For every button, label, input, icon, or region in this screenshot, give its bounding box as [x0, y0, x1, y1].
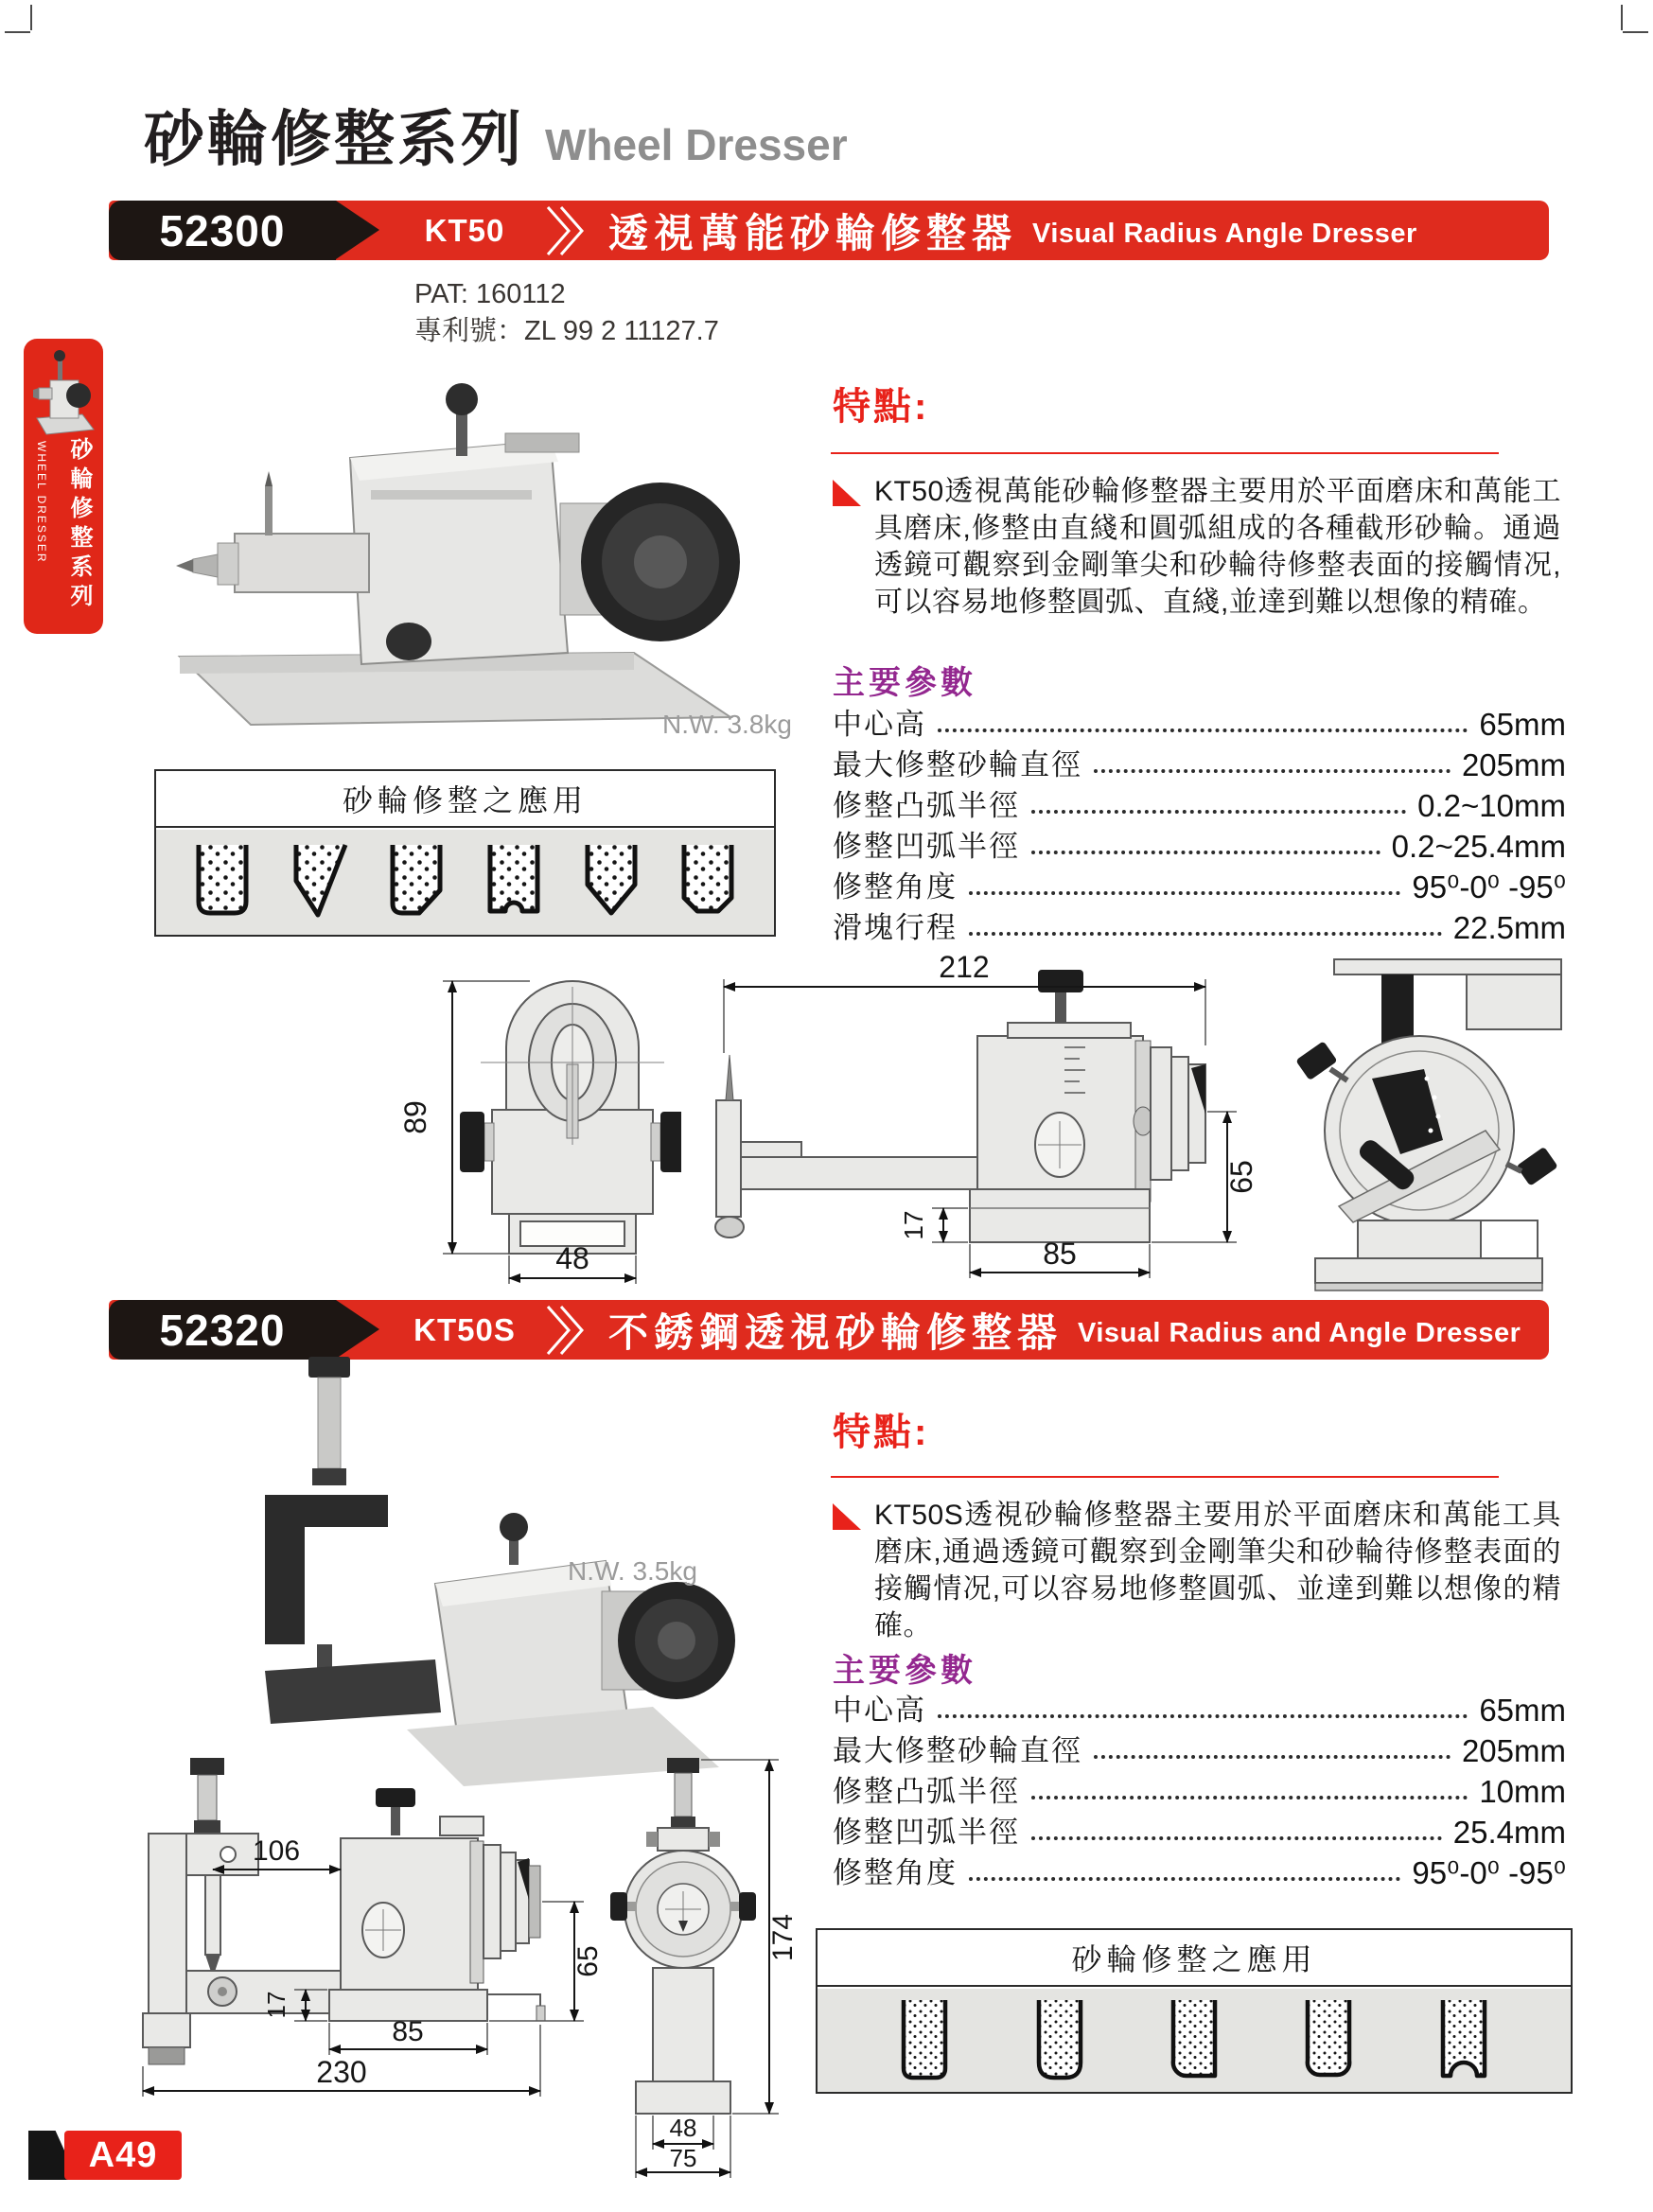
- patent-block: [414, 276, 719, 350]
- dotted-leader: [1094, 769, 1451, 773]
- spec-label: 修整角度: [833, 870, 958, 904]
- spec-label: 修整凸弧半徑: [833, 1775, 1020, 1808]
- product1-name-zh: 透視萬能砂輪修整器: [608, 210, 1018, 255]
- product2-params-list: [833, 1686, 1566, 1889]
- sidebar-product-thumb: [29, 346, 97, 437]
- dim-base-width: 85: [392, 2016, 424, 2047]
- product1-features-title: 特點:: [833, 386, 930, 428]
- dotted-leader: [969, 932, 1442, 936]
- spec-row: [833, 700, 1566, 741]
- spec-label: 修整角度: [833, 1856, 958, 1889]
- spec-value: 25.4mm: [1452, 1815, 1566, 1850]
- dotted-leader: [1031, 1836, 1442, 1840]
- dim-total-length: 230: [316, 2055, 367, 2089]
- product1-application-profiles: [156, 830, 774, 935]
- spec-row: [833, 1767, 1566, 1808]
- product1-photo: [123, 352, 785, 740]
- spec-row: [833, 781, 1566, 822]
- product1-front-drawing: [397, 941, 681, 1296]
- product1-application-box: [154, 769, 776, 937]
- crop-mark: [1623, 31, 1648, 33]
- product2-banner: [109, 1300, 1549, 1360]
- spec-label: 修整凹弧半徑: [833, 1816, 1020, 1849]
- chevron-icon: [544, 1305, 586, 1356]
- product2-application-box: [816, 1928, 1573, 2094]
- spec-value: 205mm: [1461, 1733, 1566, 1768]
- spec-label: 最大修整砂輪直徑: [833, 1734, 1082, 1767]
- page-title-en: Wheel Dresser: [545, 120, 848, 169]
- product1-code-chip: [109, 201, 336, 260]
- product1-application-title: 砂輪修整之應用: [156, 771, 774, 828]
- product2-code-chip: [109, 1300, 336, 1360]
- divider: [831, 452, 1499, 454]
- product2-name-zh: 不銹鋼透視砂輪修整器: [608, 1309, 1064, 1355]
- product2-features-title: 特點:: [833, 1412, 930, 1453]
- wheel-profile-icon: [1032, 1998, 1087, 2083]
- dotted-leader: [969, 1877, 1400, 1881]
- feature-bullet-icon: [833, 480, 861, 506]
- dim-front-base-width: 75: [669, 2144, 697, 2172]
- product1-params-list: [833, 700, 1566, 944]
- spec-label: 滑塊行程: [833, 911, 958, 944]
- crop-mark: [1621, 5, 1623, 30]
- dotted-leader: [1031, 1796, 1468, 1799]
- dim-base-thickness: 17: [899, 1210, 928, 1240]
- sidebar-series-tab: [24, 339, 103, 634]
- dotted-leader: [1094, 1755, 1451, 1759]
- spec-row: [833, 863, 1566, 904]
- crop-mark: [5, 31, 30, 33]
- product2-name-en: Visual Radius and Angle Dresser: [1078, 1318, 1521, 1348]
- page-title-zh: 砂輪修整系列: [144, 105, 524, 173]
- spec-row: [833, 1849, 1566, 1889]
- product2-side-drawing: [99, 1758, 615, 2174]
- product1-params-title: 主要參數: [833, 665, 976, 701]
- product1-side-drawing: [695, 941, 1263, 1301]
- spec-label: 修整凸弧半徑: [833, 789, 1020, 822]
- product2-front-drawing: [610, 1758, 804, 2188]
- spec-label: 中心高: [833, 1694, 926, 1727]
- product1-net-weight: N.W. 3.8kg: [662, 710, 792, 739]
- spec-row: [833, 1727, 1566, 1767]
- spec-label: 修整凹弧半徑: [833, 830, 1020, 863]
- wheel-profile-icon: [385, 843, 448, 922]
- crop-mark: [30, 5, 32, 30]
- wheel-profile-icon: [580, 843, 642, 922]
- dim-base-width: 85: [1043, 1237, 1077, 1271]
- wheel-profile-icon: [483, 843, 545, 922]
- product1-wheel-drawing: [1268, 937, 1590, 1306]
- spec-value: 95⁰-0⁰ -95⁰: [1412, 1855, 1566, 1890]
- wheel-profile-icon: [1301, 1998, 1356, 2083]
- spec-value: 95⁰-0⁰ -95⁰: [1412, 869, 1566, 904]
- dim-base-thickness: 17: [262, 1991, 290, 2019]
- dotted-leader: [938, 1714, 1468, 1718]
- product1-model: KT50: [424, 212, 505, 248]
- product2-features-text: KT50S透視砂輪修整器主要用於平面磨床和萬能工具磨床,通過透鏡可觀察到金剛筆尖和砂輪待修整表面的接觸情况,可以容易地修整圓弧、並達到難以想像的精確。: [874, 1500, 1561, 1641]
- sidebar-series-label-en: WHEEL DRESSER: [35, 441, 48, 564]
- product1-name-en: Visual Radius Angle Dresser: [1032, 219, 1417, 249]
- wheel-profile-icon: [677, 843, 739, 922]
- spec-row: [833, 822, 1566, 863]
- feature-bullet-icon: [833, 1503, 861, 1530]
- spec-row: [833, 1808, 1566, 1849]
- dim-body-width: 48: [669, 2114, 697, 2142]
- dim-center-height: 65: [572, 1945, 604, 1977]
- dotted-leader: [969, 891, 1400, 895]
- wheel-profile-icon: [288, 843, 350, 922]
- spec-label: 中心高: [833, 708, 926, 741]
- dim-center-height: 65: [1224, 1160, 1258, 1194]
- product1-banner: [109, 201, 1549, 260]
- product2-application-profiles: [818, 1989, 1571, 2092]
- spec-value: 0.2~25.4mm: [1391, 829, 1566, 864]
- product2-model: KT50S: [413, 1311, 516, 1347]
- spec-value: 65mm: [1479, 1693, 1566, 1728]
- product2-banner-title: [608, 1300, 1521, 1360]
- wheel-profile-icon: [1436, 1998, 1491, 2083]
- page-title: [144, 91, 848, 178]
- wheel-profile-icon: [897, 1998, 952, 2083]
- chevron-icon: [544, 205, 586, 256]
- product2-features-paragraph: [833, 1497, 1561, 1644]
- product2-code: 52320: [159, 1305, 286, 1355]
- product2-params-title: 主要參數: [833, 1653, 976, 1689]
- product1-banner-title: [608, 201, 1417, 260]
- spec-value: 205mm: [1461, 747, 1566, 782]
- dim-front-height: 89: [398, 1100, 432, 1134]
- sidebar-series-label-zh: 砂輪修整系列: [66, 437, 92, 613]
- dim-front-width: 48: [555, 1241, 589, 1275]
- wheel-profile-icon: [191, 843, 254, 922]
- page-number: A49: [88, 2134, 158, 2175]
- spec-value: 0.2~10mm: [1417, 788, 1566, 823]
- dim-front-height: 174: [767, 1913, 799, 1962]
- product2-application-title: 砂輪修整之應用: [818, 1930, 1571, 1987]
- patent-number: 專利號：ZL 99 2 11127.7: [414, 316, 719, 346]
- wheel-profile-icon: [1167, 1998, 1222, 2083]
- product1-features-paragraph: [833, 473, 1561, 621]
- page-number-badge: [64, 2131, 182, 2180]
- dotted-leader: [938, 729, 1468, 732]
- dim-side-length: 212: [939, 950, 990, 984]
- pat-number: PAT: 160112: [414, 279, 566, 309]
- dotted-leader: [1031, 851, 1380, 854]
- spec-value: 65mm: [1479, 707, 1566, 742]
- dim-reach: 106: [252, 1835, 301, 1867]
- spec-value: 10mm: [1479, 1774, 1566, 1809]
- dotted-leader: [1031, 810, 1406, 814]
- product1-features-text: KT50透視萬能砂輪修整器主要用於平面磨床和萬能工具磨床,修整由直綫和圓弧組成的各種截形砂輪。通過透鏡可觀察到金剛筆尖和砂輪待修整表面的接觸情况,可以容易地修整圓弧、直綫,並達到難以想像的精確。: [874, 476, 1561, 618]
- spec-row: [833, 1686, 1566, 1727]
- product2-net-weight: N.W. 3.5kg: [568, 1556, 697, 1586]
- divider: [831, 1476, 1499, 1478]
- product1-code: 52300: [159, 205, 286, 255]
- spec-value: 22.5mm: [1452, 910, 1566, 945]
- spec-row: [833, 741, 1566, 781]
- spec-label: 最大修整砂輪直徑: [833, 748, 1082, 781]
